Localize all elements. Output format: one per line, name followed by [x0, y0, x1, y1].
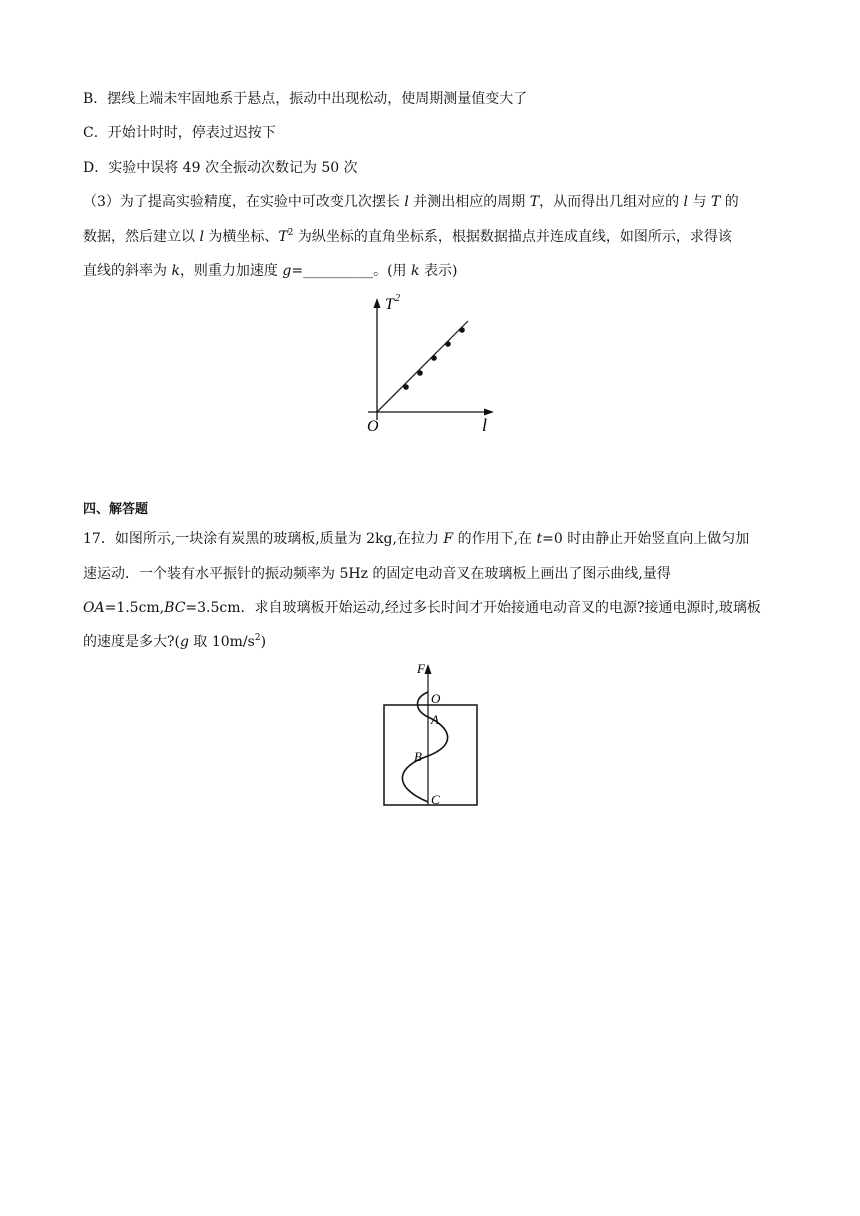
- point-o-label: O: [431, 691, 441, 706]
- point-a-label: A: [431, 712, 439, 727]
- var-k: k: [411, 263, 420, 279]
- q3-text: 直线的斜率为: [83, 263, 172, 279]
- var-OA: OA: [83, 600, 105, 616]
- trace-curve: [402, 692, 447, 802]
- data-point: [431, 355, 437, 361]
- y-axis-label-sup: 2: [395, 293, 400, 304]
- q17-text: 的速度是多大?(: [83, 634, 180, 650]
- q17-line-1: [83, 529, 749, 549]
- var-BC: BC: [164, 600, 186, 616]
- q3-line-3: [83, 261, 457, 281]
- var-T: T: [529, 194, 540, 210]
- var-k: k: [171, 263, 180, 279]
- q3-text: ，从而得出几组对应的: [539, 194, 684, 210]
- q17-text: 取 10m/s: [188, 634, 255, 650]
- q17-text: 速运动．一个装有水平振针的振动频率为 5Hz 的固定电动音叉在玻璃板上画出了图示曲线,量得: [83, 566, 671, 582]
- option-d: [83, 158, 358, 178]
- q17-line-2: [83, 564, 671, 584]
- superscript: 2: [254, 633, 261, 643]
- q17-text: ): [260, 634, 267, 650]
- glass-plate-figure: [380, 660, 480, 810]
- var-T: T: [710, 194, 721, 210]
- var-l: l: [683, 194, 689, 210]
- q17-text: =1.5cm,: [104, 600, 165, 616]
- q3-line-1: [83, 192, 739, 212]
- q3-text: 为纵坐标的直角坐标系，根据数据描点并连成直线，如图所示，求得该: [293, 229, 732, 245]
- section-title: 四、解答题: [83, 502, 149, 517]
- q3-text: 与: [688, 194, 711, 210]
- var-F: F: [443, 531, 454, 547]
- option-c-text: C．开始计时时，停表过迟按下: [83, 125, 276, 141]
- q17-line-4: [83, 632, 266, 652]
- option-b-text: B．摆线上端未牢固地系于悬点，振动中出现松动，使周期测量值变大了: [83, 91, 528, 107]
- q17-line-3: [83, 598, 761, 618]
- t2-vs-l-graph: [360, 290, 500, 440]
- q17-text: 的作用下,在: [453, 531, 537, 547]
- data-point: [403, 384, 409, 390]
- data-point: [417, 370, 423, 376]
- q3-text: （3）为了提高实验精度，在实验中可改变几次摆长: [83, 194, 405, 210]
- q17-text: 17．如图所示,一块涂有炭黑的玻璃板,质量为 2kg,在拉力: [83, 531, 444, 547]
- superscript: 2: [287, 228, 294, 238]
- x-axis-label: l: [482, 415, 488, 435]
- q17-text: =3.5cm．求自玻璃板开始运动,经过多长时间才开始接通电动音叉的电源?接通电源时,玻璃板: [185, 600, 761, 616]
- option-c: [83, 123, 276, 143]
- point-b-label: B: [414, 749, 422, 764]
- force-arrow: [425, 664, 432, 674]
- y-axis-label: T: [385, 296, 394, 313]
- origin-label: O: [367, 418, 379, 435]
- q3-text: 的: [720, 194, 739, 210]
- q3-text: 为横坐标、: [203, 229, 279, 245]
- option-d-text: D．实验中误将 49 次全振动次数记为 50 次: [83, 160, 358, 176]
- fit-line: [377, 321, 468, 412]
- var-l: l: [199, 229, 204, 245]
- q3-line-2: [83, 227, 732, 247]
- data-point: [445, 341, 451, 347]
- y-axis-arrow: [374, 298, 381, 308]
- var-t: t: [536, 531, 543, 547]
- q3-text: ，则重力加速度: [179, 263, 283, 279]
- q3-text: 表示): [419, 263, 458, 279]
- force-label: F: [417, 661, 425, 676]
- var-T: T: [278, 229, 288, 245]
- q3-text: 数据，然后建立以: [83, 229, 200, 245]
- data-point: [459, 327, 465, 333]
- point-c-label: C: [431, 792, 440, 807]
- var-g: g: [282, 263, 292, 279]
- var-g: g: [179, 634, 189, 650]
- q17-text: =0 时由静止开始竖直向上做匀加: [542, 531, 750, 547]
- var-l: l: [404, 194, 409, 210]
- q3-text: 并测出相应的周期: [408, 194, 530, 210]
- q3-text: =__________。(用: [291, 263, 412, 279]
- option-b: [83, 89, 527, 109]
